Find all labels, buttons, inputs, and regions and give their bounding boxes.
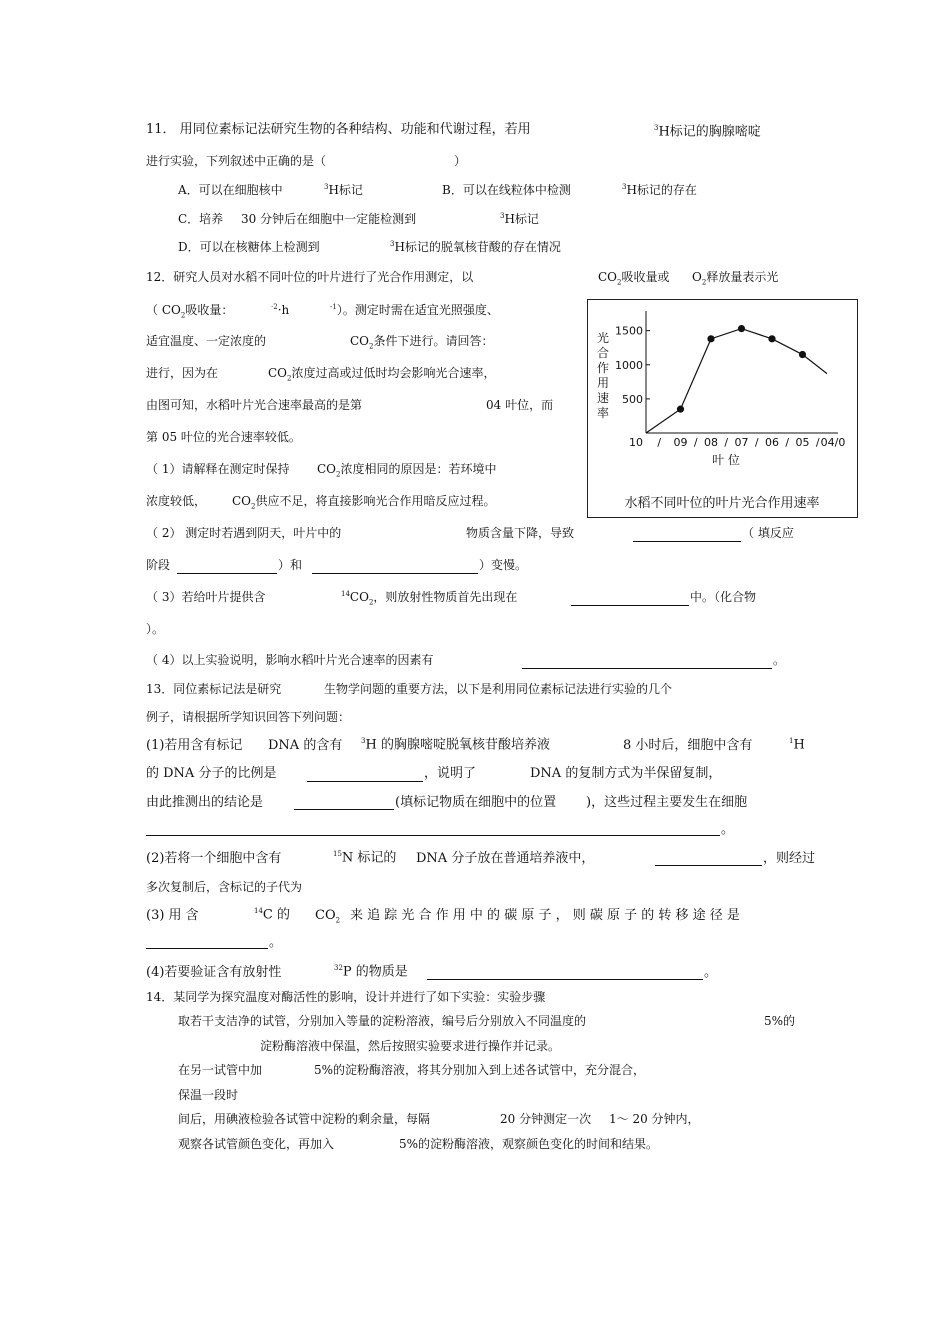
q12-line5-tail: 04 叶位，而 — [486, 398, 554, 412]
y-axis-label-char: 光 — [596, 331, 610, 345]
q13-line9-co2: $CO_2$ — [315, 908, 341, 925]
q13-line5-mid: (填标记物质在细胞中的位置 — [395, 795, 557, 810]
y-axis-label-char: 作 — [596, 361, 610, 375]
x-tick-label: 09 — [673, 436, 688, 449]
q13-line9: (3) 用 含 — [146, 908, 199, 923]
q12-line12: ）。 — [146, 622, 165, 636]
q11-line2: 进行实验，下列叙述中正确的是（ — [146, 154, 327, 168]
q11-option-b: B．可以在线粒体中检测 — [442, 183, 571, 197]
q13-line11: (4)若要验证含有放射性 — [146, 965, 282, 980]
q12-line9: （ 2） 测定时若遇到阴天，叶片中的 — [146, 526, 342, 540]
q12-line3-tail: $CO_2$条件下进行。请回答： — [350, 334, 494, 351]
q13-line7: (2)若将一个细胞中含有 — [146, 851, 282, 866]
q13-line6-end: 。 — [721, 822, 735, 837]
q13-line3-dna: DNA 的含有 — [268, 738, 343, 753]
y-axis-label-char: 用 — [596, 376, 610, 390]
q14-line4: 在另一试管中加 — [178, 1063, 263, 1077]
q14-line4-tail: 5%的淀粉酶溶液，将其分别加入到上述各试管中，充分混合， — [314, 1063, 646, 1077]
q12-line13: （ 4）以上实验说明，影响水稻叶片光合速率的因素有 — [146, 653, 434, 667]
q13-line7-tail: ，则经过 — [763, 851, 816, 866]
q13-line11-mid: $^{32}$P 的物质是 — [334, 964, 408, 980]
q13-line4: 的 DNA 分子的比例是 — [146, 766, 277, 781]
x-axis-label: 叶 位 — [712, 453, 740, 467]
y-axis-label-char: 合 — [596, 346, 610, 360]
q13-line11-end: 。 — [704, 965, 718, 980]
q13-line9-c14: $^{14}$C 的 — [254, 907, 291, 923]
q14-line2: 取若干支洁净的试管，分别加入等量的淀粉溶液，编号后分别放入不同温度的 — [178, 1014, 587, 1028]
x-tick-label: 07 — [734, 436, 749, 449]
q12-line1: 12．研究人员对水稻不同叶位的叶片进行了光合作用测定，以 — [146, 270, 474, 284]
q14-line6-tail: 1～ 20 分钟内， — [609, 1112, 700, 1126]
q12-line10-tail: ）变慢。 — [479, 558, 528, 572]
q12-answer-blank-5[interactable] — [522, 668, 772, 669]
photosynthesis-chart-svg — [588, 300, 857, 517]
q12-line10-mid: ）和 — [278, 558, 303, 572]
y-tick-label: 1000 — [615, 358, 643, 372]
q12-line2: （ $CO_2$吸收量： — [146, 303, 234, 320]
q13-answer-blank-6[interactable] — [427, 979, 703, 980]
photosynthesis-chart — [587, 299, 858, 518]
x-tick-separator: / — [815, 436, 820, 449]
q12-line9-tail: （ 填反应 — [742, 526, 794, 540]
q14-line1: 14．某同学为探究温度对酶活性的影响，设计并进行了如下实验：实验步骤 — [146, 990, 546, 1004]
q13-line5-tail: )，这些过程主要发生在细胞 — [586, 795, 748, 810]
q12-line9-mid: 物质含量下降，导致 — [466, 526, 575, 540]
q11-option-a-tail: $^3$H标记 — [324, 183, 363, 197]
data-point — [738, 325, 745, 332]
x-tick-label: 06 — [765, 436, 779, 449]
q13-answer-blank-3[interactable] — [146, 835, 720, 836]
q11-option-c-mid: 30 分钟后在细胞中一定能检测到 — [241, 212, 417, 226]
q14-line7-tail: 5%的淀粉酶溶液，观察颜色变化的时间和结果。 — [399, 1137, 659, 1151]
q11-option-d: D．可以在核糖体上检测到 — [178, 240, 320, 254]
x-tick-label: 04/0 — [820, 436, 846, 449]
series-line — [646, 329, 827, 433]
q12-line11-tail: 中。（化合物 — [690, 590, 757, 604]
x-tick-separator: / — [724, 436, 729, 449]
y-tick-label: 500 — [622, 392, 643, 406]
q12-answer-blank-4[interactable] — [571, 605, 689, 606]
q12-line8-tail: $CO_2$供应不足，将直接影响光合作用暗反应过程。 — [232, 494, 496, 511]
q13-line9-tail: 来 追 踪 光 合 作 用 中 的 碳 原 子 ， 则 碳 原 子 的 转 移 途 径 是 — [350, 908, 740, 923]
q12-answer-blank-1[interactable] — [633, 541, 741, 542]
q13-line3-mid: $^3$H 的胸腺嘧啶脱氧核苷酸培养液 — [361, 737, 550, 753]
y-tick-label: 1500 — [615, 324, 643, 338]
q11-line1-tail: $^3$H标记的胸腺嘧啶 — [654, 124, 761, 140]
q12-line2-tail: $^{-1}$）。测定时需在适宜光照强度、 — [330, 303, 499, 317]
q12-line1-o2: $O_2$释放量表示光 — [692, 270, 779, 287]
q13-line7-mid: $^{15}$N 标记的 — [333, 850, 397, 866]
q14-line6: 间后，用碘液检验各试管中淀粉的剩余量，每隔 — [178, 1112, 431, 1126]
q12-answer-blank-3[interactable] — [312, 573, 478, 574]
q14-line5: 保温一段时 — [178, 1088, 239, 1102]
chart-title: 水稻不同叶位的叶片光合作用速率 — [624, 496, 820, 511]
data-point — [768, 335, 775, 342]
q13-line10-end: 。 — [269, 935, 283, 950]
q12-line5: 由图可知，水稻叶片光合速率最高的是第 — [146, 398, 363, 412]
q12-line6: 第 05 叶位的光合速率较低。 — [146, 430, 301, 444]
q13-line8: 多次复制后，含标记的子代为 — [146, 880, 303, 894]
q11-option-b-tail: $^3$H标记的存在 — [622, 183, 697, 197]
q14-line7: 观察各试管颜色变化，再加入 — [178, 1137, 335, 1151]
q14-line2-tail: 5%的 — [764, 1014, 796, 1028]
q13-line1: 13．同位素标记法是研究 — [146, 682, 282, 696]
q13-line3: (1)若用含有标记 — [146, 738, 243, 753]
q11-line2-end: ） — [454, 154, 467, 168]
q11-option-d-tail: $^3$H标记的脱氧核苷酸的存在情况 — [390, 240, 561, 254]
q12-line7: （ 1）请解释在测定时保持 — [146, 462, 290, 476]
data-point — [707, 335, 714, 342]
q13-line7-dna: DNA 分子放在普通培养液中， — [416, 851, 595, 866]
q14-line3: 淀粉酶溶液中保温，然后按照实验要求进行操作并记录。 — [260, 1039, 561, 1053]
data-point — [677, 406, 684, 413]
q13-answer-blank-4[interactable] — [655, 865, 762, 866]
q12-line4: 进行，因为在 — [146, 366, 219, 380]
q12-line2-unit: $^{\cdot 2}$·h — [271, 303, 290, 317]
q13-line3-time: 8 小时后，细胞中含有 — [623, 738, 753, 753]
q11-option-c: C．培养 — [178, 212, 224, 226]
x-tick-label: 05 — [795, 436, 810, 449]
q13-answer-blank-2[interactable] — [294, 809, 394, 810]
q13-line3-tail: $^1$H — [789, 737, 805, 753]
x-tick-separator: / — [754, 436, 759, 449]
y-axis-label-char: 速 — [596, 391, 610, 405]
q12-line3: 适宜温度、一定浓度的 — [146, 334, 267, 348]
q13-line1-tail: 生物学问题的重要方法，以下是利用同位素标记法进行实验的几个 — [324, 682, 673, 696]
q12-line10: 阶段 — [146, 558, 171, 572]
q13-line2: 例子，请根据所学知识回答下列问题： — [146, 710, 351, 724]
x-tick-separator: / — [785, 436, 790, 449]
q12-line8: 浓度较低， — [146, 494, 207, 508]
q12-line7-tail: $CO_2$浓度相同的原因是：若环境中 — [317, 462, 497, 479]
x-tick-separator: / — [657, 436, 662, 449]
q13-answer-blank-1[interactable] — [307, 781, 423, 782]
y-axis-label-char: 率 — [596, 406, 610, 420]
q12-line13-end: 。 — [773, 653, 786, 667]
q11-option-c-tail: $^3$H标记 — [500, 212, 539, 226]
q13-line4-tail: DNA 的复制方式为半保留复制， — [530, 766, 722, 781]
x-tick-label: 08 — [704, 436, 718, 449]
q12-line11: （ 3）若给叶片提供含 — [146, 590, 266, 604]
q14-line6-mid: 20 分钟测定一次 — [500, 1112, 592, 1126]
q12-answer-blank-2[interactable] — [177, 573, 277, 574]
data-point — [799, 351, 806, 358]
q12-line11-mid: $^{14}CO_2$，则放射性物质首先出现在 — [341, 590, 518, 607]
q12-line1-co2: $CO_2$吸收量或 — [598, 270, 670, 287]
x-tick-separator: / — [693, 436, 698, 449]
q12-line4-tail: $CO_2$浓度过高或过低时均会影响光合速率， — [268, 366, 496, 383]
q11-option-a: A．可以在细胞核中 — [178, 183, 283, 197]
q13-line4-mid: ，说明了 — [424, 766, 477, 781]
x-tick-label: 10 — [629, 436, 643, 449]
q13-line5: 由此推测出的结论是 — [146, 795, 264, 810]
q13-answer-blank-5[interactable] — [146, 948, 268, 949]
q11-line1: 11． 用同位素标记法研究生物的各种结构、功能和代谢过程，若用 — [146, 122, 531, 137]
